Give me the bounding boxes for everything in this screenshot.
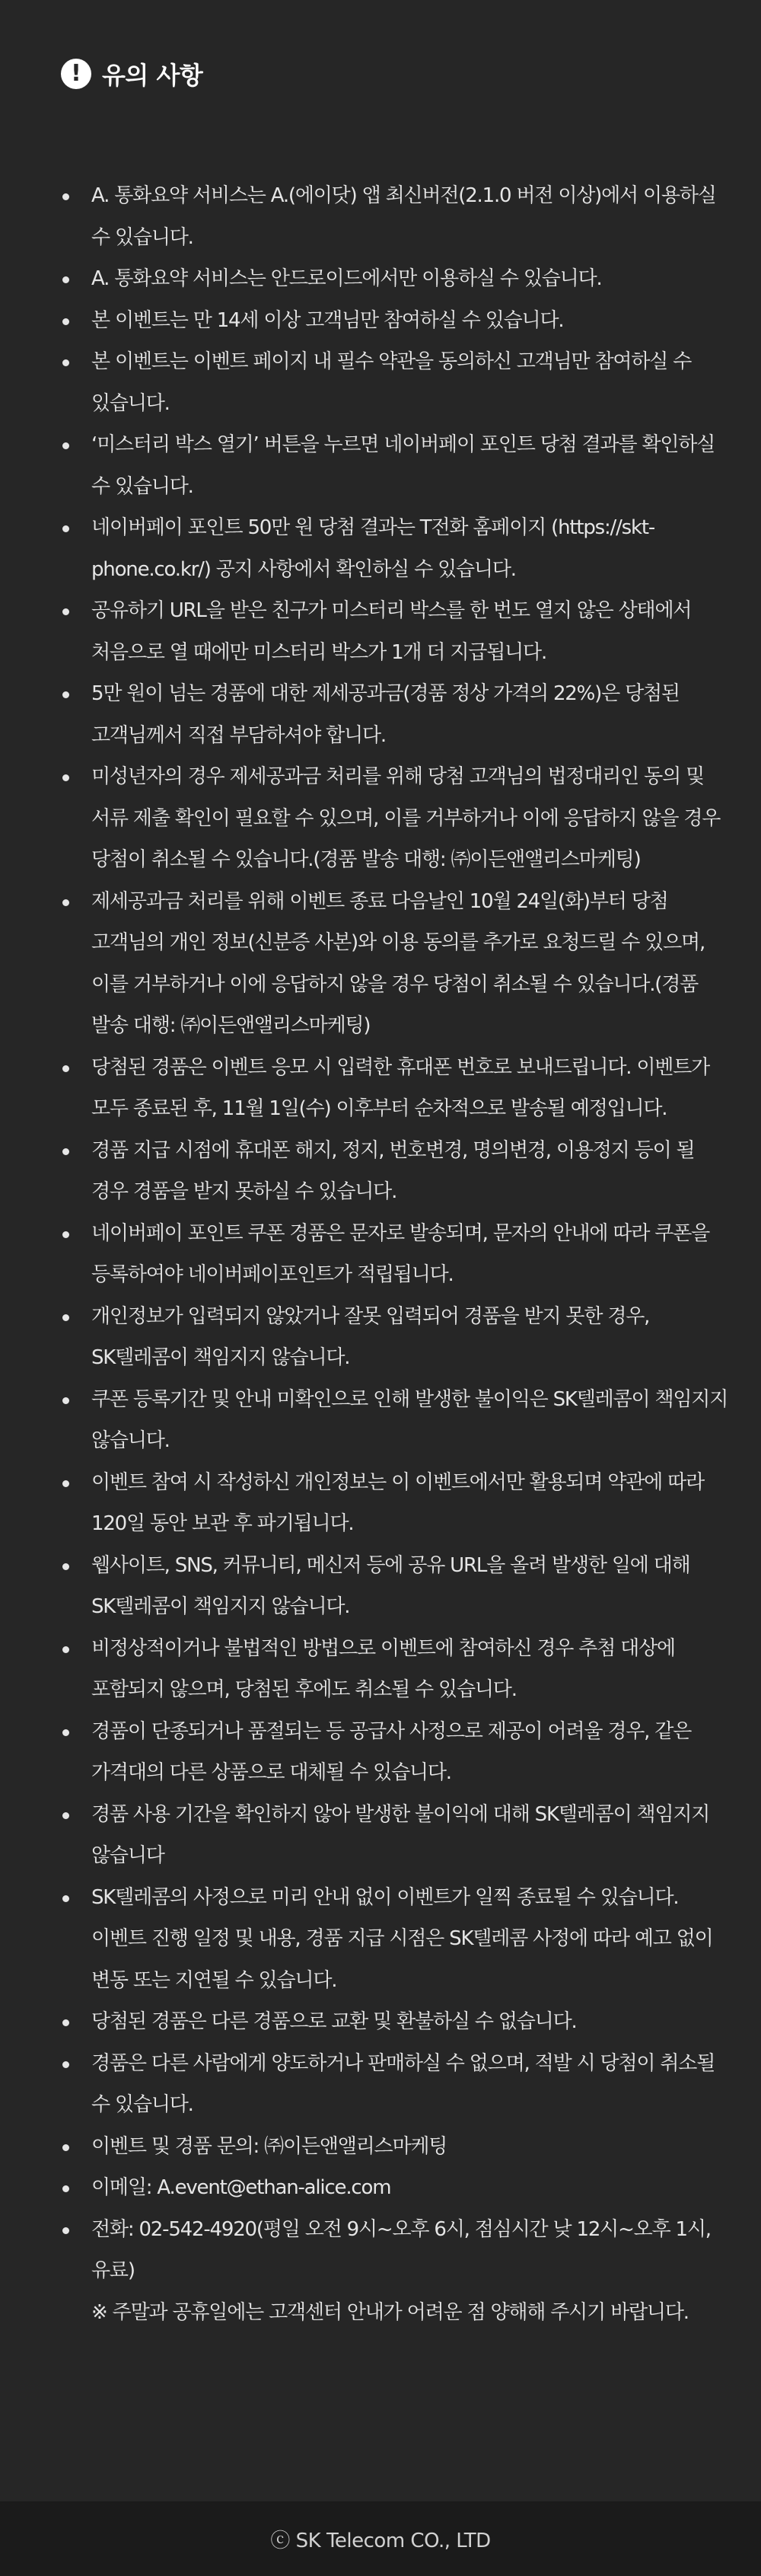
list-item	[61, 341, 731, 424]
list-item	[61, 1047, 731, 1130]
list-item-text: A. 통화요약 서비스는 A.(에이닷) 앱 최신버전(2.1.0 버전 이상)에서 이용하실 수 있습니다.	[91, 184, 716, 249]
list-item	[61, 1130, 731, 1213]
list-item	[61, 1296, 731, 1379]
list-item	[61, 1877, 731, 2002]
exclamation-circle-icon: !	[61, 59, 91, 89]
copyright-text: ⓒ SK Telecom CO., LTD	[270, 2529, 491, 2552]
list-item	[61, 1711, 731, 1794]
list-item-text: SK텔레콤의 사정으로 미리 안내 없이 이벤트가 일찍 종료될 수 있습니다. 이벤트 진행 일정 및 내용, 경품 지급 시점은 SK텔레콤 사정에 따라 예고 없이 변동 또는 지연될 수 있습니다.	[91, 1885, 713, 1992]
list-item	[61, 756, 731, 881]
list-item	[61, 590, 731, 673]
list-item-text: A. 통화요약 서비스는 안드로이드에서만 이용하실 수 있습니다.	[91, 267, 602, 290]
list-item-text: 개인정보가 입력되지 않았거나 잘못 입력되어 경품을 받지 못한 경우, SK텔레콤이 책임지지 않습니다.	[91, 1304, 650, 1369]
list-item	[61, 258, 731, 300]
list-item	[61, 2126, 731, 2168]
list-item	[61, 2001, 731, 2043]
list-item-text: 경품 지급 시점에 휴대폰 해지, 정지, 번호변경, 명의변경, 이용정지 등이 될 경우 경품을 받지 못하실 수 있습니다.	[91, 1138, 695, 1203]
list-item-text: 미성년자의 경우 제세공과금 처리를 위해 당첨 고객님의 법정대리인 동의 및 서류 제출 확인이 필요할 수 있으며, 이를 거부하거나 이에 응답하지 않을 경우 당첨이 취소될 수 있습니다.(경품 발송 대행: ㈜이든앤앨리스마케팅)	[91, 765, 721, 871]
list-item-text: 웹사이트, SNS, 커뮤니티, 메신저 등에 공유 URL을 올려 발생한 일에 대해 SK텔레콤이 책임지지 않습니다.	[91, 1553, 690, 1618]
list-item-text: 공유하기 URL을 받은 친구가 미스터리 박스를 한 번도 열지 않은 상태에서 처음으로 열 때에만 미스터리 박스가 1개 더 지급됩니다.	[91, 599, 692, 664]
list-item-text: 본 이벤트는 만 14세 이상 고객님만 참여하실 수 있습니다.	[91, 308, 564, 332]
list-item-text: 쿠폰 등록기간 및 안내 미확인으로 인해 발생한 불이익은 SK텔레콤이 책임지지 않습니다.	[91, 1387, 728, 1452]
list-item-text: 5만 원이 넘는 경품에 대한 제세공과금(경품 정상 가격의 22%)은 당첨된 고객님께서 직접 부담하셔야 합니다.	[91, 682, 680, 747]
list-item-text: 당첨된 경품은 다른 경품으로 교환 및 환불하실 수 없습니다.	[91, 2010, 577, 2033]
list-item-text: 네이버페이 포인트 50만 원 당첨 결과는 T전화 홈페이지 (https://skt-phone.co.kr/) 공지 사항에서 확인하실 수 있습니다.	[91, 516, 655, 581]
list-item-text: 이메일: A.event@ethan-alice.com	[91, 2176, 391, 2199]
list-item	[61, 175, 731, 258]
notice-header	[61, 56, 202, 91]
list-item	[61, 2209, 731, 2334]
notice-list	[61, 175, 731, 2333]
list-item	[61, 300, 731, 342]
list-item-text: 제세공과금 처리를 위해 이벤트 종료 다음날인 10월 24일(화)부터 당첨 고객님의 개인 정보(신분증 사본)와 이용 동의를 추가로 요청드릴 수 있으며, 이를 거부하거나 이에 응답하지 않을 경우 당첨이 취소될 수 있습니다.(경품 발송 대행: ㈜이든앤앨리스마케팅)	[91, 889, 705, 1037]
list-item-text: 경품이 단종되거나 품절되는 등 공급사 사정으로 제공이 어려울 경우, 같은 가격대의 다른 상품으로 대체될 수 있습니다.	[91, 1719, 692, 1784]
list-item-text: 비정상적이거나 불법적인 방법으로 이벤트에 참여하신 경우 추첨 대상에 포함되지 않으며, 당첨된 후에도 취소될 수 있습니다.	[91, 1636, 675, 1701]
footer	[0, 2501, 761, 2576]
list-item	[61, 507, 731, 590]
list-item	[61, 673, 731, 756]
list-item-text: 전화: 02-542-4920(평일 오전 9시~오후 6시, 점심시간 낮 12시~오후 1시, 유료)	[91, 2217, 711, 2282]
list-item	[61, 1628, 731, 1711]
list-item-text: 경품 사용 기간을 확인하지 않아 발생한 불이익에 대해 SK텔레콤이 책임지지 않습니다	[91, 1802, 710, 1867]
list-item-text: 당첨된 경품은 이벤트 응모 시 입력한 휴대폰 번호로 보내드립니다. 이벤트가 모두 종료된 후, 11월 1일(수) 이후부터 순차적으로 발송될 예정입니다.	[91, 1055, 710, 1120]
list-item-text: 이벤트 참여 시 작성하신 개인정보는 이 이벤트에서만 활용되며 약관에 따라 120일 동안 보관 후 파기됩니다.	[91, 1470, 704, 1535]
list-item	[61, 1462, 731, 1545]
list-item	[61, 1545, 731, 1628]
list-item	[61, 1794, 731, 1877]
list-item-text: 본 이벤트는 이벤트 페이지 내 필수 약관을 동의하신 고객님만 참여하실 수 있습니다.	[91, 350, 692, 415]
list-item-text: 경품은 다른 사람에게 양도하거나 판매하실 수 없으며, 적발 시 당첨이 취소될 수 있습니다.	[91, 2051, 715, 2116]
list-item	[61, 2167, 731, 2209]
list-item-subnote: ※ 주말과 공휴일에는 고객센터 안내가 어려운 점 양해해 주시기 바랍니다.	[91, 2300, 689, 2324]
list-item-text: 네이버페이 포인트 쿠폰 경품은 문자로 발송되며, 문자의 안내에 따라 쿠폰을 등록하여야 네이버페이포인트가 적립됩니다.	[91, 1221, 710, 1286]
list-item	[61, 881, 731, 1047]
notice-title: 유의 사항	[102, 61, 203, 90]
list-item	[61, 424, 731, 507]
list-item-text: ‘미스터리 박스 열기’ 버튼을 누르면 네이버페이 포인트 당첨 결과를 확인하실 수 있습니다.	[91, 433, 715, 498]
list-item-text: 이벤트 및 경품 문의: ㈜이든앤앨리스마케팅	[91, 2134, 447, 2158]
list-item	[61, 1213, 731, 1296]
list-item	[61, 2043, 731, 2126]
list-item	[61, 1379, 731, 1462]
